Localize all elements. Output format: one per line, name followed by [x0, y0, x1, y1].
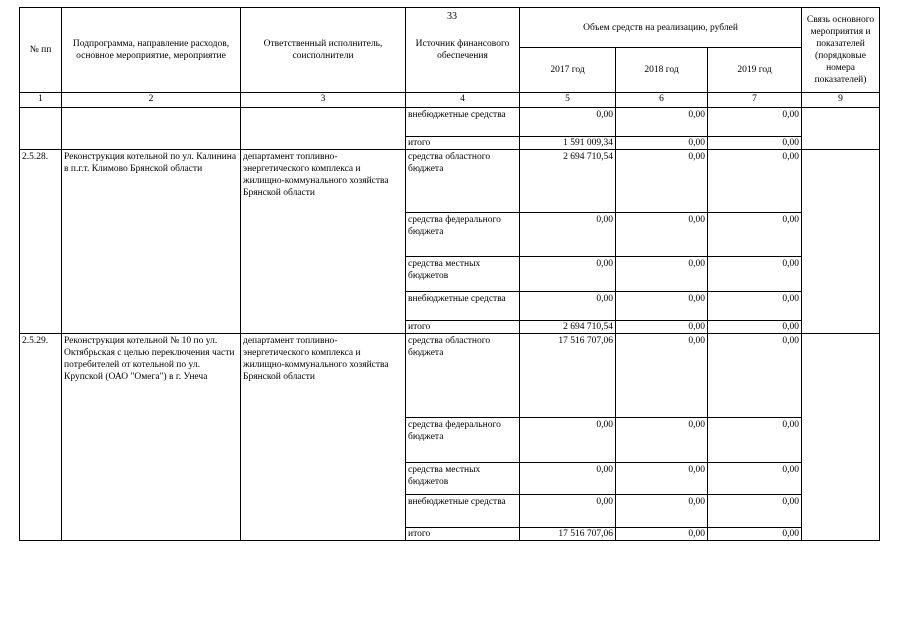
- executor-cell: [241, 108, 406, 150]
- value-2017: 0,00: [520, 495, 616, 528]
- header-program: Подпрограмма, направление расходов, основное мероприятие, мероприятие: [62, 8, 241, 93]
- value-2019: 0,00: [708, 108, 802, 137]
- value-2018: 0,00: [616, 150, 708, 213]
- value-2019: 0,00: [708, 292, 802, 321]
- header-volume: Объем средств на реализацию, рублей: [520, 8, 802, 48]
- header-year-2019: 2019 год: [708, 48, 802, 93]
- value-2019: 0,00: [708, 528, 802, 541]
- item-number: 2.5.28.: [20, 150, 62, 334]
- value-2019: 0,00: [708, 257, 802, 292]
- link-cell: [802, 150, 880, 334]
- table-row: [20, 334, 880, 418]
- value-2019: 0,00: [708, 137, 802, 150]
- column-number: 1: [20, 93, 62, 108]
- source-cell: итого: [406, 528, 520, 541]
- value-2018: 0,00: [616, 108, 708, 137]
- value-2019: 0,00: [708, 463, 802, 495]
- value-2017: 0,00: [520, 213, 616, 257]
- column-number: 6: [616, 93, 708, 108]
- link-cell: [802, 108, 880, 150]
- source-cell: средства местных бюджетов: [406, 463, 520, 495]
- source-cell: внебюджетные средства: [406, 292, 520, 321]
- value-2017: 0,00: [520, 292, 616, 321]
- value-2017: 0,00: [520, 463, 616, 495]
- source-cell: средства федерального бюджета: [406, 418, 520, 463]
- value-2019: 0,00: [708, 418, 802, 463]
- table-row: [20, 150, 880, 213]
- column-number: 5: [520, 93, 616, 108]
- header-executor: Ответственный исполнитель, соисполнители: [241, 8, 406, 93]
- source-cell: средства областного бюджета: [406, 150, 520, 213]
- item-executor: департамент топливно-энергетического комплекса и жилищно-коммунального хозяйства Брянской области: [241, 334, 406, 541]
- item-title: Реконструкция котельной № 10 по ул. Октябрьская с целью переключения части потребителей от котельной по ул. Крупской (ОАО "Омега") в г. Унеча: [62, 334, 241, 541]
- source-cell: средства местных бюджетов: [406, 257, 520, 292]
- value-2018: 0,00: [616, 528, 708, 541]
- header-source: Источник финансового обеспечения: [406, 8, 520, 93]
- budget-table: [19, 7, 880, 541]
- value-2017: 2 694 710,54: [520, 150, 616, 213]
- value-2017: 2 694 710,54: [520, 321, 616, 334]
- value-2018: 0,00: [616, 292, 708, 321]
- source-cell: внебюджетные средства: [406, 108, 520, 137]
- value-2017: 0,00: [520, 418, 616, 463]
- column-number: 4: [406, 93, 520, 108]
- num-cell: [20, 108, 62, 150]
- value-2017: 0,00: [520, 108, 616, 137]
- value-2018: 0,00: [616, 257, 708, 292]
- item-title: Реконструкция котельной по ул. Калинина в п.г.т. Климово Брянской области: [62, 150, 241, 334]
- column-number: 2: [62, 93, 241, 108]
- column-number: 9: [802, 93, 880, 108]
- header-year-2018: 2018 год: [616, 48, 708, 93]
- value-2017: 17 516 707,06: [520, 528, 616, 541]
- value-2019: 0,00: [708, 150, 802, 213]
- column-number: 7: [708, 93, 802, 108]
- value-2018: 0,00: [616, 137, 708, 150]
- value-2018: 0,00: [616, 213, 708, 257]
- program-cell: [62, 108, 241, 150]
- header-link: Связь основного мероприятия и показателей (порядковые номера показателей): [802, 8, 880, 93]
- header-row: [20, 8, 880, 48]
- header-num: № пп: [20, 8, 62, 93]
- value-2019: 0,00: [708, 495, 802, 528]
- item-executor: департамент топливно-энергетического комплекса и жилищно-коммунального хозяйства Брянской области: [241, 150, 406, 334]
- header-year-2017: 2017 год: [520, 48, 616, 93]
- source-cell: итого: [406, 321, 520, 334]
- value-2019: 0,00: [708, 334, 802, 418]
- source-cell: внебюджетные средства: [406, 495, 520, 528]
- link-cell: [802, 334, 880, 541]
- column-numbers-row: [20, 93, 880, 108]
- table-row: [20, 108, 880, 137]
- source-cell: средства федерального бюджета: [406, 213, 520, 257]
- column-number: 3: [241, 93, 406, 108]
- value-2017: 17 516 707,06: [520, 334, 616, 418]
- value-2018: 0,00: [616, 321, 708, 334]
- value-2017: 0,00: [520, 257, 616, 292]
- value-2019: 0,00: [708, 213, 802, 257]
- page-number: 33: [447, 11, 457, 22]
- item-number: 2.5.29.: [20, 334, 62, 541]
- value-2018: 0,00: [616, 334, 708, 418]
- value-2018: 0,00: [616, 495, 708, 528]
- value-2017: 1 591 009,34: [520, 137, 616, 150]
- value-2018: 0,00: [616, 418, 708, 463]
- source-cell: средства областного бюджета: [406, 334, 520, 418]
- value-2018: 0,00: [616, 463, 708, 495]
- source-cell: итого: [406, 137, 520, 150]
- value-2019: 0,00: [708, 321, 802, 334]
